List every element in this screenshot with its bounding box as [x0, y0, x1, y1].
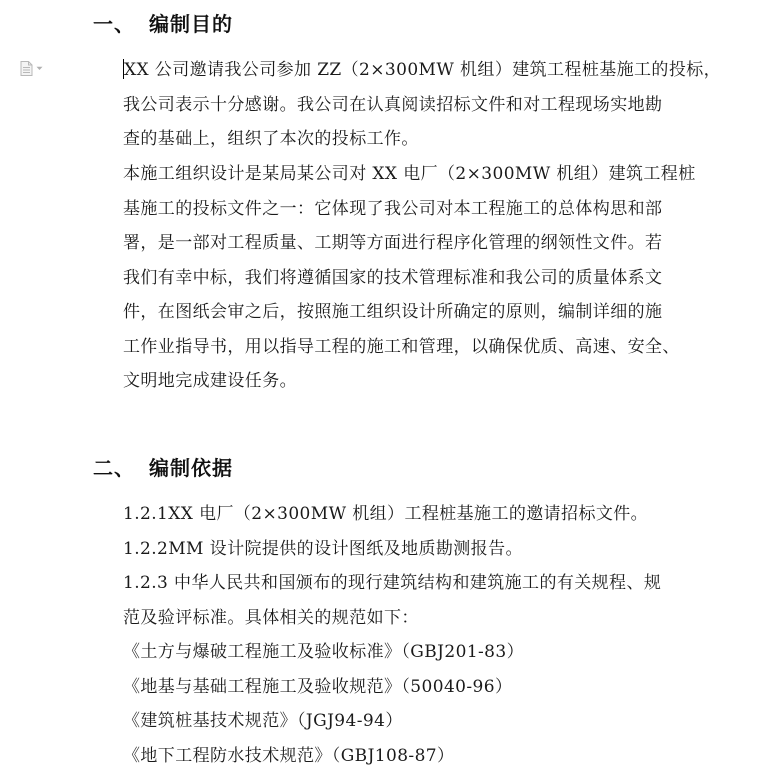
- section-heading-1: [93, 8, 233, 37]
- text-line: 我公司表示十分感谢。我公司在认真阅读招标文件和对工程现场实地勘: [123, 94, 663, 115]
- standard-item: 《地基与基础工程施工及验收规范》（50040-96）: [123, 676, 513, 697]
- section-title: 编制依据: [149, 456, 233, 480]
- text-line: 我们有幸中标，我们将遵循国家的技术管理标准和我公司的质量体系文: [123, 267, 663, 288]
- text-line: 工作业指导书，用以指导工程的施工和管理，以确保优质、高速、安全、: [123, 336, 680, 357]
- paragraph-menu-button[interactable]: [20, 60, 50, 76]
- list-item: 1.2.1XX 电厂（2×300MW 机组）工程桩基施工的邀请招标文件。: [123, 504, 649, 524]
- document-paragraph-icon: [20, 61, 33, 76]
- chevron-down-icon: [36, 66, 43, 71]
- text-line: [123, 53, 721, 88]
- text-line-content: XX 公司邀请我公司参加 ZZ（2×300MW 机组）建筑工程桩基施工的投标，: [124, 60, 722, 80]
- section-number: 二、: [93, 456, 135, 480]
- text-line: 基施工的投标文件之一：它体现了我公司对本工程施工的总体构思和部: [123, 198, 663, 219]
- text-line: 文明地完成建设任务。: [123, 371, 297, 391]
- standard-item: 《地下工程防水技术规范》（GBJ108-87）: [123, 745, 455, 766]
- text-line: 本施工组织设计是某局某公司对 XX 电厂（2×300MW 机组）建筑工程桩: [123, 164, 696, 184]
- list-item: 1.2.3 中华人民共和国颁布的现行建筑结构和建筑施工的有关规程、规: [123, 573, 662, 593]
- paragraph-2: [123, 157, 696, 399]
- list-item: 1.2.2MM 设计院提供的设计图纸及地质勘测报告。: [123, 538, 523, 559]
- text-line: 署，是一部对工程质量、工期等方面进行程序化管理的纲领性文件。若: [123, 233, 663, 253]
- section-number: 一、: [93, 12, 135, 36]
- text-line: 件，在图纸会审之后，按照施工组织设计所确定的原则，编制详细的施: [123, 302, 663, 322]
- section-title: 编制目的: [149, 12, 233, 36]
- standard-item: 《土方与爆破工程施工及验收标准》（GBJ201-83）: [123, 642, 525, 662]
- section-heading-2: [93, 452, 233, 481]
- list-item: 范及验评标准。具体相关的规范如下：: [123, 607, 419, 628]
- standard-item: 《建筑桩基技术规范》（JGJ94-94）: [123, 711, 403, 731]
- text-line: 查的基础上，组织了本次的投标工作。: [123, 129, 419, 149]
- paragraph-1: [123, 53, 721, 157]
- basis-list: [123, 497, 661, 773]
